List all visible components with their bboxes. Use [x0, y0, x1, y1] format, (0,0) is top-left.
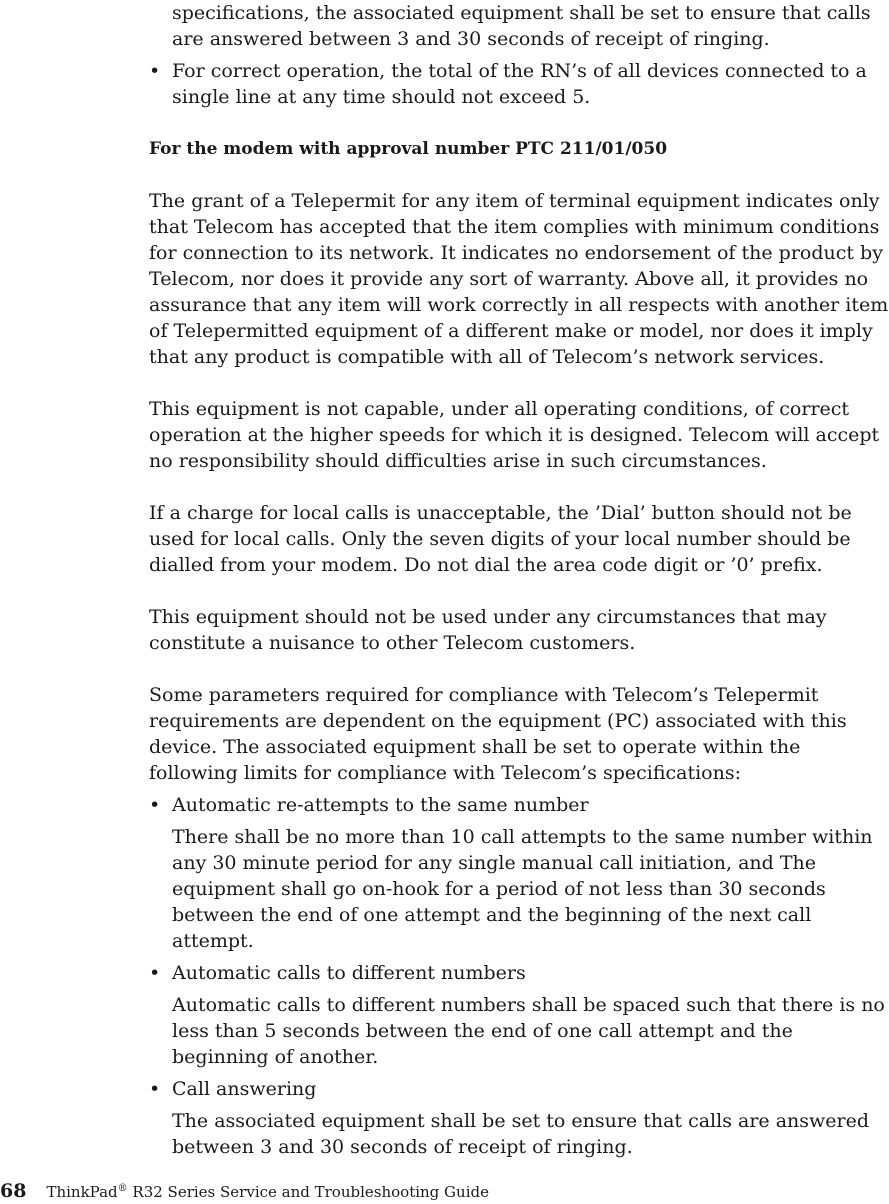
bullet-dot: •	[149, 1078, 161, 1100]
bullet-item	[149, 58, 889, 110]
continued-paragraph: specifications, the associated equipment shall be set to ensure that calls are answered between 3 and 30 seconds of receipt of ringing.	[172, 2, 871, 50]
bullet-text: For correct operation, the total of the RN’s of all devices connected to a single line at any time should not exceed 5.	[172, 60, 867, 108]
bullet-item	[149, 960, 889, 986]
paragraph: This equipment should not be used under any circumstances that may constitute a nuisance to other Telecom customers.	[149, 606, 827, 654]
bullet-detail: Automatic calls to different numbers shall be spaced such that there is no less than 5 seconds between the end of one call attempt and the beginning of another.	[172, 994, 885, 1068]
bullet-title: Automatic calls to different numbers	[172, 962, 526, 984]
bullet-dot: •	[149, 794, 161, 816]
section-heading: For the modem with approval number PTC 211/01/050	[149, 139, 668, 159]
registered-mark: ®	[117, 1183, 128, 1194]
footer-brand: ThinkPad	[46, 1183, 118, 1201]
page-number: 68	[0, 1180, 27, 1202]
bullet-title: Call answering	[172, 1078, 317, 1100]
body-text	[149, 0, 889, 1160]
bullet-detail: The associated equipment shall be set to ensure that calls are answered between 3 and 30 seconds of receipt of ringing.	[172, 1110, 870, 1158]
bullet-item	[149, 1076, 889, 1102]
paragraph: This equipment is not capable, under all operating conditions, of correct operation at the higher speeds for which it is designed. Telecom will accept no responsibility should difficulties arise in such circumstances.	[149, 398, 880, 472]
paragraph: If a charge for local calls is unacceptable, the ’Dial’ button should not be used for local calls. Only the seven digits of your local number should be dialled from your modem. Do not dial the area code digit or ’0’ prefix.	[149, 502, 852, 576]
bullet-title: Automatic re-attempts to the same number	[172, 794, 589, 816]
bullet-dot: •	[149, 60, 161, 82]
footer-title: R32 Series Service and Troubleshooting Guide	[127, 1183, 489, 1201]
paragraph: Some parameters required for compliance with Telecom’s Telepermit requirements are dependent on the equipment (PC) associated with this device. The associated equipment shall be set to operate within the following limits for compliance with Telecom’s specifications:	[149, 684, 847, 784]
bullet-item	[149, 792, 889, 818]
bullet-detail: There shall be no more than 10 call attempts to the same number within any 30 minute period for any single manual call initiation, and The equipment shall go on-hook for a period of not less than 30 seconds between the end of one attempt and the beginning of the next call attempt.	[172, 826, 873, 952]
bullet-dot: •	[149, 962, 161, 984]
paragraph: The grant of a Telepermit for any item of terminal equipment indicates only that Telecom has accepted that the item complies with minimum conditions for connection to its network. It indicates no endorsement of the product by Telecom, nor does it provide any sort of warranty. Above all, it provides no assurance that any item will work correctly in all respects with another item of Telepermitted equipment of a different make or model, nor does it imply that any product is compatible with all of Telecom’s network services.	[149, 190, 889, 368]
page-footer	[0, 1180, 489, 1202]
